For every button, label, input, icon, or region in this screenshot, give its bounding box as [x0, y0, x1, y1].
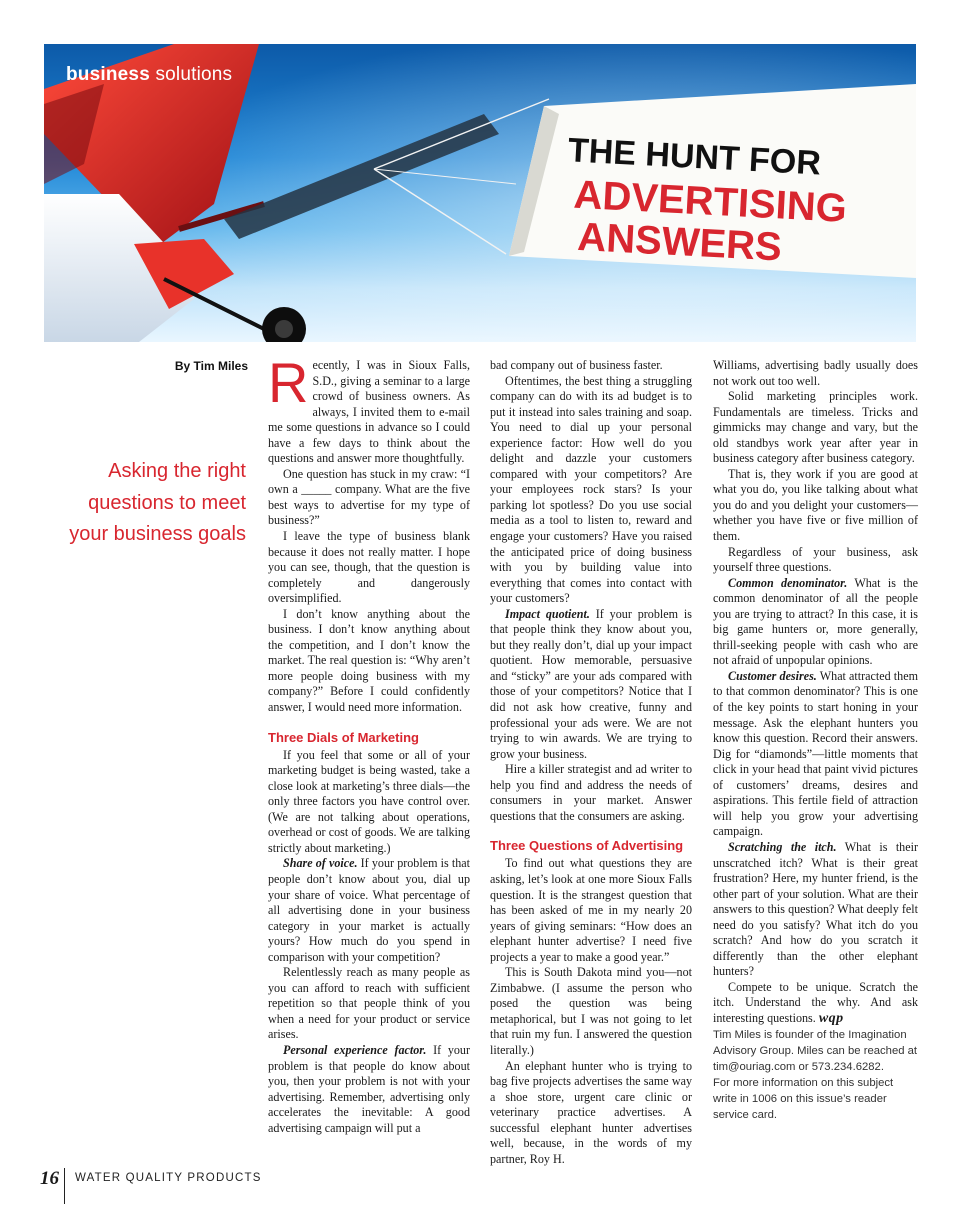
section-tag — [66, 64, 232, 86]
article-paragraph: Hire a killer strategist and ad writer to help you find and address the needs of consumers in your market. Answer questions that the consumers are asking. — [490, 762, 692, 823]
article-column-1 — [268, 351, 471, 1136]
run-in-head: Impact quotient. — [505, 606, 590, 621]
pull-quote-line: your business goals — [69, 523, 246, 545]
article-paragraph: Personal experience factor. If your problem is that people do know about you, then your problem is not with your advertising. Remember, advertising only accelerates the inevitable: A good advertising campaign will put a — [268, 1042, 470, 1135]
end-mark: wqp — [818, 1010, 844, 1026]
run-in-head: Common denominator. — [728, 575, 848, 590]
article-paragraph: bad company out of business faster. — [490, 358, 663, 372]
reader-service-note: For more information on this subject write in 1006 on this issue’s reader service card. — [713, 1076, 894, 1121]
article-paragraph: Scratching the itch. What is their unscratched itch? What is their great frustration? Here, my hunter friend, is the other part of your solution. What are their answers to this question? What deeply felt need do you satisfy? What itch do you scratch? And how do you scratch it differently than the other elephant hunters? — [713, 839, 918, 979]
section-tag-light: solutions — [155, 64, 233, 85]
airplane-banner-illustration — [44, 44, 916, 342]
pull-quote — [44, 456, 246, 551]
article-column-3 — [713, 358, 918, 1123]
article-paragraph: This is South Dakota mind you—not Zimbabwe. (I assume the person who posed the question was being metaphorical, but I was not going to let that ruin my fun. I answered the question literally.) — [490, 965, 692, 1057]
article-paragraph: Share of voice. If your problem is that people don’t know about you, dial up your share of voice. What percentage of all advertising done in your business category in your market is actually yours? How much do you spend in comparison with your competition? — [268, 856, 471, 964]
subhead-three-dials: Three Dials of Marketing — [268, 729, 419, 745]
article-paragraph: Customer desires. What attracted them to that common denominator? This is one of the key points to start honing in your message. Ask the elephant hunters you know this question. Record their answers. Dig for “diamonds”—little moments that click in your head that paint vivid pictures of customers’ dreams, desires and aspirations. This fertile field of attraction will help you grow your advertising campaign. — [713, 668, 918, 839]
article-paragraph: That is, they work if you are good at what you do, you like talking about what you do and you delight your customers—whether you have five or five million of them. — [713, 466, 918, 544]
author-bio: Tim Miles is founder of the Imagination Advisory Group. Miles can be reached at tim@ouriag.com or 573.234.6282. — [713, 1028, 918, 1073]
section-tag-bold: business — [66, 64, 150, 85]
run-in-head: Share of voice. — [283, 856, 358, 871]
run-in-head: Personal experience factor. — [283, 1042, 427, 1057]
headline-line2: ADVERTISING — [572, 172, 848, 231]
publication-name: WATER QUALITY PRODUCTS — [75, 1172, 262, 1184]
article-paragraph: Common denominator. What is the common denominator of all the people you are trying to attract? In this case, it is big game hunters or, more generally, thrill-seeking people with cash who are not afraid of unpopular opinions. — [713, 575, 918, 668]
article-paragraph: If you feel that some or all of your marketing budget is being wasted, take a close look at marketing’s three dials—the only three factors you have control over. (We are not talking about operations, overhead or cost of goods. We are talking strictly about marketing.) — [268, 747, 470, 855]
pull-quote-line: Asking the right — [108, 460, 246, 482]
article-paragraph: Williams, advertising badly usually does not work out too well. — [713, 358, 918, 388]
article-paragraph: One question has stuck in my craw: “I own a _____ company. What are the five best ways to advertise for my type of business?” — [268, 466, 470, 528]
headline-line1: THE HUNT FOR — [567, 131, 822, 183]
article-paragraph: Oftentimes, the best thing a struggling company can do with its ad budget is to put it instead into sales training and soap. You need to dial up your personal experience factor: How well do you delight and dazzle your customers compared with your competitors? Are your employees rock stars? Is your parking lot spotless? Do you use social media as a tool to listen to, reward and engage your customers? Have you raised the anticipated price of doing business with you by building value into everything that comes into contact with your customers? — [490, 373, 692, 606]
run-in-head: Scratching the itch. — [728, 839, 837, 854]
headline-line3: ANSWERS — [576, 214, 783, 270]
page-number: 16 — [40, 1168, 59, 1189]
article-paragraph: Impact quotient. If your problem is that people think they know about you, but they really don’t, dial up your impact quotient. How memorable, persuasive and “sticky” are your ads compared with those of your competitors? Notice that I did not ask how creative, funny and professional your ads were. We are not trying to win awards. We are trying to grow your business. — [490, 606, 692, 761]
footer-divider — [64, 1168, 65, 1204]
article-paragraph: Recently, I was in Sioux Falls, S.D., giving a seminar to a large crowd of business owners. As always, I invited them to e-mail me some questions in advance so I could have a few days to think about the questions and answer more thoughtfully. — [268, 351, 470, 466]
article-paragraph: Relentlessly reach as many people as you can afford to reach with sufficient repetition so that people think of you when a need for your product or service arises. — [268, 965, 470, 1042]
run-in-head: Customer desires. — [728, 668, 817, 683]
hero-image — [44, 44, 916, 342]
article-paragraph: I don’t know anything about the business. I don’t know anything about the competition, and I don’t know the market. The real question is: “Why aren’t more people doing business with my company?” Before I could confidently answer, I would need more information. — [268, 606, 470, 715]
article-paragraph: Regardless of your business, ask yourself three questions. — [713, 544, 918, 575]
article-paragraph: I leave the type of business blank because it does not really matter. I hope you can see, though, that the question is completely and dangerously oversimplified. — [268, 529, 470, 606]
article-column-2 — [490, 358, 692, 1167]
pull-quote-line: questions to meet — [88, 491, 246, 514]
drop-cap: R — [268, 351, 309, 414]
author-byline: By Tim Miles — [174, 359, 248, 373]
article-paragraph: An elephant hunter who is trying to bag five projects advertises the same way a shoe store, urgent care clinic or veterinary practice advertises. A successful elephant hunter advertises well, because, in the words of my partner, Roy H. — [490, 1058, 692, 1166]
article-paragraph: Solid marketing principles work. Fundamentals are timeless. Tricks and gimmicks may change and vary, but the old standbys work year after year in business category after business category. — [713, 389, 918, 466]
article-paragraph: Compete to be unique. Scratch the itch. Understand the why. And ask interesting questions. wqp — [713, 979, 918, 1026]
article-paragraph: To find out what questions they are asking, let’s look at one more Sioux Falls question. It is the strangest question that has been asked of me in my nearly 20 years of giving seminars: “How does an elephant hunter advertise? I need five projects a year to make a good year.” — [490, 856, 692, 964]
subhead-three-questions: Three Questions of Advertising — [490, 838, 684, 854]
